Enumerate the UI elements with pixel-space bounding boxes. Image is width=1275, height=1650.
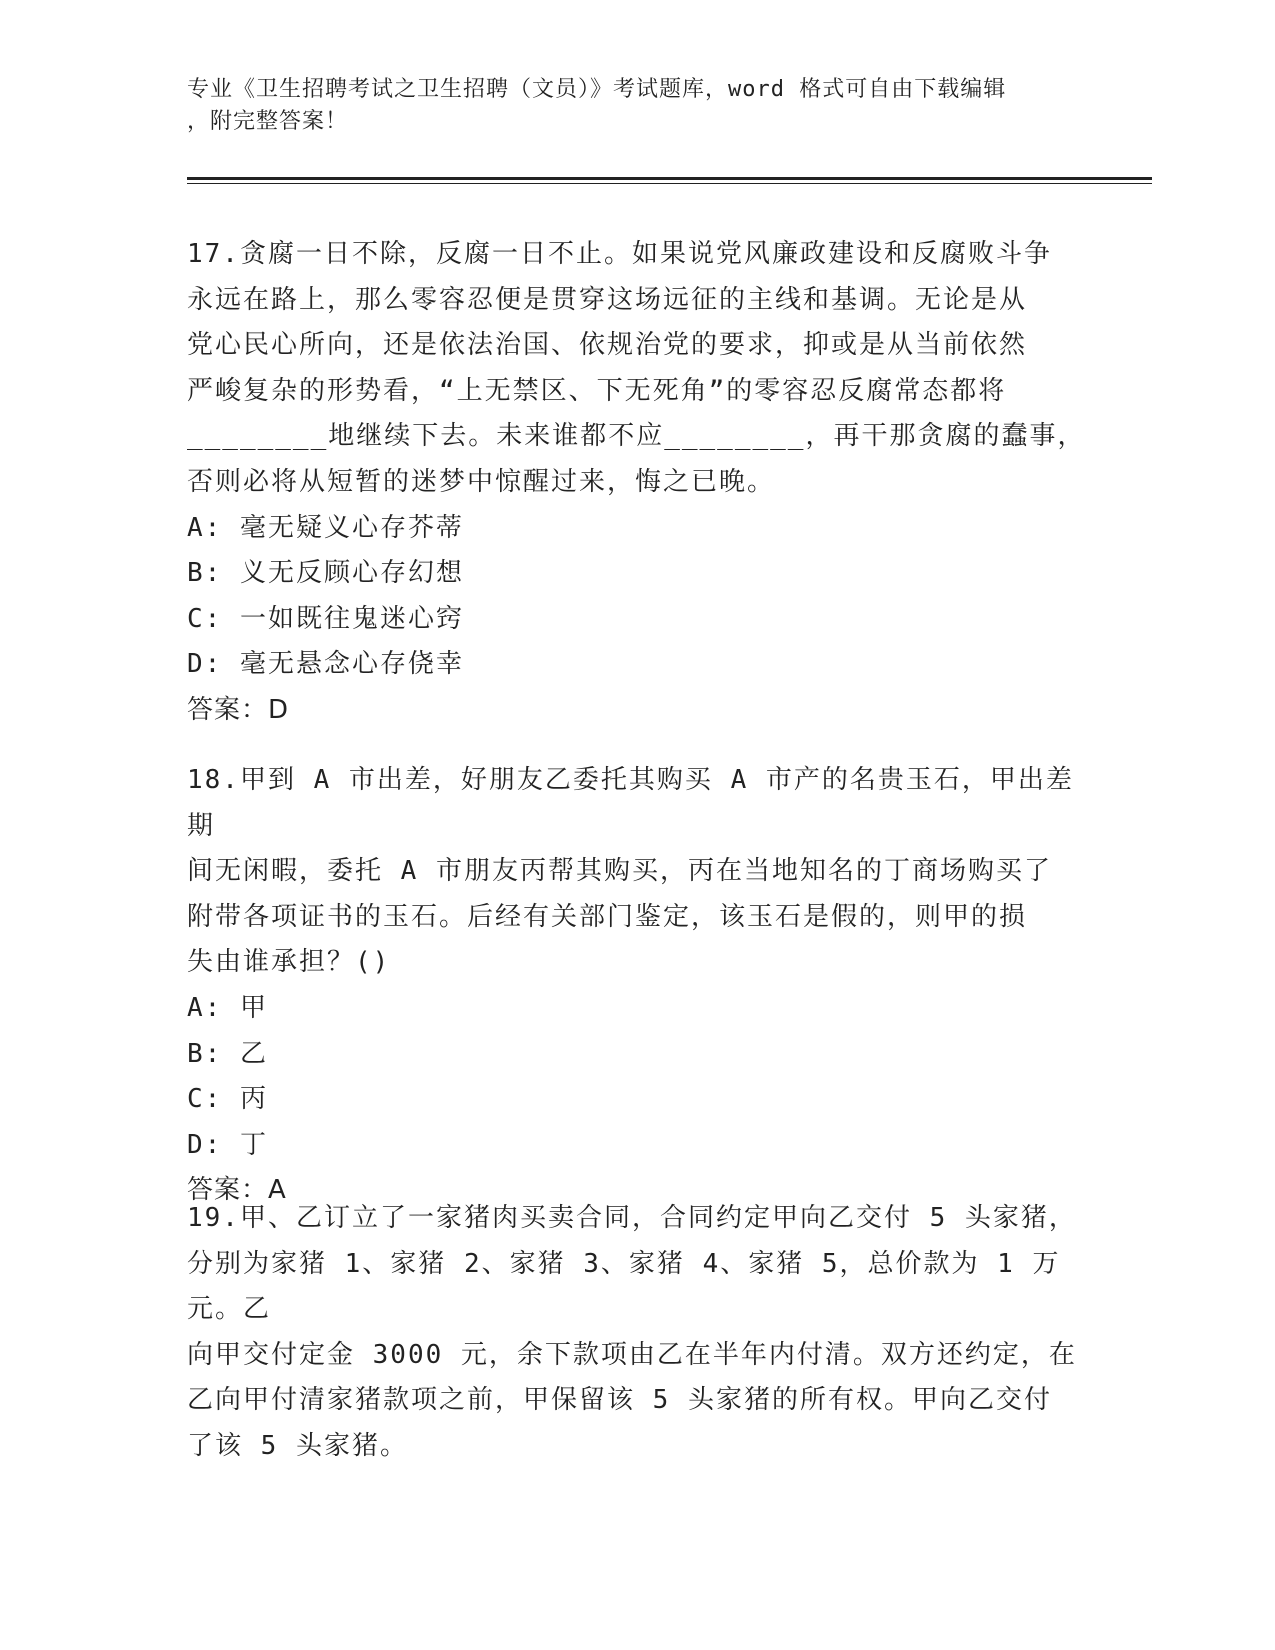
option-d: D: 丁 bbox=[187, 1129, 268, 1160]
question-line: ________地继续下去。未来谁都不应________，再干那贪腐的蠢事， bbox=[187, 421, 1086, 452]
header-line-2: ，附完整答案！ bbox=[187, 109, 349, 134]
header-divider-thin bbox=[187, 183, 1152, 184]
question-line: 永远在路上，那么零容忍便是贯穿这场远征的主线和基调。无论是从 bbox=[187, 284, 1028, 315]
option-c: C: 丙 bbox=[187, 1084, 268, 1115]
question-line: 了该 5 头家猪。 bbox=[187, 1430, 408, 1461]
question-text bbox=[187, 758, 1087, 986]
option-b: B: 乙 bbox=[187, 1038, 268, 1069]
option-d: D: 毫无悬念心存侥幸 bbox=[187, 649, 464, 680]
option-a: A: 毫无疑义心存芥蒂 bbox=[187, 512, 464, 543]
question-19 bbox=[187, 1196, 1087, 1470]
question-17 bbox=[187, 232, 1087, 734]
document-header bbox=[187, 74, 1067, 138]
answer-label: 答案：D bbox=[187, 694, 290, 725]
question-line: 附带各项证书的玉石。后经有关部门鉴定，该玉石是假的，则甲的损 bbox=[187, 901, 1028, 932]
option-c: C: 一如既往鬼迷心窍 bbox=[187, 603, 464, 634]
question-text bbox=[187, 1196, 1087, 1470]
question-line: 失由谁承担？() bbox=[187, 947, 391, 978]
option-b: B: 义无反顾心存幻想 bbox=[187, 558, 464, 589]
question-line: 间无闲暇，委托 A 市朋友丙帮其购买，丙在当地知名的丁商场购买了 bbox=[187, 856, 1052, 887]
question-18 bbox=[187, 758, 1087, 1214]
option-a: A: 甲 bbox=[187, 992, 268, 1023]
question-line: 17.贪腐一日不除，反腐一日不止。如果说党风廉政建设和反腐败斗争 bbox=[187, 239, 1052, 269]
header-divider-thick bbox=[187, 177, 1152, 180]
question-line: 向甲交付定金 3000 元，余下款项由乙在半年内付清。双方还约定，在 bbox=[187, 1339, 1077, 1370]
question-line: 否则必将从短暂的迷梦中惊醒过来，悔之已晚。 bbox=[187, 466, 776, 497]
question-line: 乙向甲付清家猪款项之前，甲保留该 5 头家猪的所有权。甲向乙交付 bbox=[187, 1385, 1052, 1416]
answer-label: 答案：A bbox=[187, 1175, 287, 1206]
question-line: 19.甲、乙订立了一家猪肉买卖合同，合同约定甲向乙交付 5 头家猪， bbox=[187, 1203, 1077, 1233]
header-line-1: 专业《卫生招聘考试之卫生招聘（文员）》考试题库，word 格式可自由下载编辑 bbox=[187, 77, 1007, 102]
question-line: 党心民心所向，还是依法治国、依规治党的要求，抑或是从当前依然 bbox=[187, 330, 1028, 361]
question-line: 严峻复杂的形势看，“上无禁区、下无死角”的零容忍反腐常态都将 bbox=[187, 375, 1007, 406]
question-line: 18.甲到 A 市出差，好朋友乙委托其购买 A 市产的名贵玉石，甲出差期 bbox=[187, 765, 1074, 841]
question-line: 分别为家猪 1、家猪 2、家猪 3、家猪 4、家猪 5，总价款为 1 万元。乙 bbox=[187, 1248, 1061, 1325]
question-text bbox=[187, 232, 1087, 506]
